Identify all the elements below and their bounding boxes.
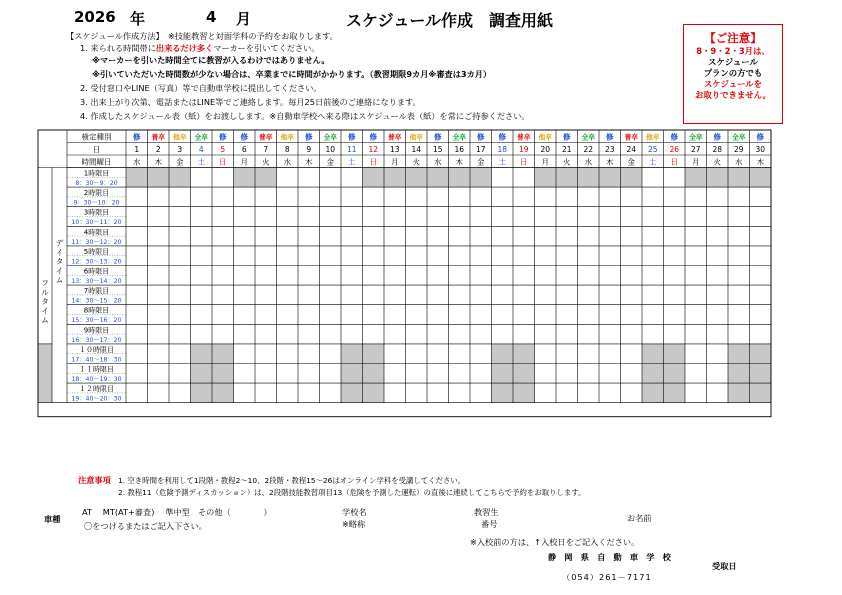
instruction-note-2: ※引いていただいた時間数が少ない場合は、卒業までに時間がかかります。（教習期限9カ月※審査は3カ月） (92, 69, 492, 79)
type-cell: 他卒 (645, 133, 660, 142)
shaded-cell (578, 168, 600, 188)
day-cell: 20 (540, 145, 551, 154)
weekday-cell: 金 (326, 157, 334, 167)
notes-label: 注意事項 (78, 475, 111, 485)
instructions-heading: 【スケジュール作成方法】 ※技能教習と対面学科の予約をお取りします。 (66, 31, 338, 41)
caution-line-1: 8・9・2・3月は、 (696, 46, 770, 56)
type-cell: 修 (477, 132, 485, 142)
weekday-cell: 土 (348, 157, 356, 167)
type-cell: 修 (219, 132, 227, 142)
period-name: 6時限目 (83, 267, 110, 276)
period-time: 11：30～12：20 (71, 238, 122, 246)
day-cell: 2 (155, 145, 161, 154)
weekday-cell: 火 (563, 157, 571, 167)
day-cell: 26 (669, 145, 680, 154)
month: 4 (206, 8, 217, 26)
notes-line-2: 2. 教程11（危険予測ディスカッション）は、2段階技能教習項目13（危険を予測した運転）の直後に連続してこちらで予約をお取りします。 (118, 488, 586, 497)
day-time-label: デ (55, 238, 64, 248)
period-name: 1時限目 (83, 169, 110, 178)
period-time: 14：30～15：20 (71, 297, 122, 305)
day-cell: 13 (389, 145, 400, 154)
period-name: 3時限目 (83, 208, 110, 217)
weekday-cell: 日 (670, 157, 678, 167)
day-cell: 21 (561, 145, 572, 154)
shaded-cell (449, 168, 471, 188)
day-cell: 5 (220, 145, 226, 154)
instruction-2: 2. 受付窓口やLINE（写真）等で自動車学校に提出してください。 (80, 83, 322, 93)
day-cell: 14 (411, 145, 422, 154)
shaded-cell (341, 344, 363, 403)
type-cell: 修 (606, 132, 614, 142)
shaded-cell (169, 168, 191, 188)
weekday-cell: 月 (240, 157, 248, 167)
day-cell: 1 (134, 145, 140, 154)
school-sub-label: ※略称 (342, 519, 366, 529)
type-cell: 普卒 (624, 133, 639, 142)
type-cell: 修 (240, 132, 248, 142)
shaded-cell (750, 168, 772, 188)
name-label: お名前 (627, 513, 652, 523)
shaded-cell (148, 168, 170, 188)
type-cell: 普卒 (258, 133, 273, 142)
shaded-cell (556, 168, 578, 188)
day-cell: 12 (368, 145, 379, 154)
period-time: 10：30～11：20 (71, 219, 122, 227)
period-time: 12：30～13：20 (71, 258, 122, 266)
period-name: 2時限目 (83, 189, 110, 198)
day-time-label: ム (55, 275, 64, 285)
weekday-cell: 月 (541, 157, 549, 167)
weekday-cell: 火 (262, 157, 270, 167)
weekday-cell: 木 (154, 157, 162, 167)
period-time: 8：30～9：20 (75, 180, 118, 187)
shaded-cell (707, 168, 729, 188)
shaded-cell (513, 344, 535, 403)
type-cell: 他卒 (280, 133, 295, 142)
type-cell: 他卒 (172, 133, 187, 142)
type-cell: 修 (434, 132, 442, 142)
period-name: １０時限目 (79, 345, 114, 354)
phone-number: （054）261－7171 (562, 572, 652, 582)
period-time: 15：30～16：20 (71, 317, 122, 325)
day-cell: 18 (497, 145, 508, 154)
weekday-cell: 月 (391, 157, 399, 167)
type-cell: 全卒 (581, 133, 596, 142)
day-cell: 22 (583, 145, 594, 154)
shaded-cell (406, 168, 428, 188)
instruction-3: 3. 出来上がり次第、電話またはLINE等でご連絡します。毎月25日前後のご連絡になります。 (80, 97, 421, 107)
shaded-cell (212, 344, 234, 403)
weekday-cell: 金 (627, 157, 635, 167)
type-cell: 修 (348, 132, 356, 142)
weekday-cell: 水 (283, 157, 291, 167)
full-time-label: ル (41, 287, 49, 297)
day-cell: 16 (454, 145, 465, 154)
full-time-label: イ (41, 306, 49, 316)
day-cell: 9 (306, 145, 312, 154)
school-label: 学校名 (342, 507, 367, 517)
type-cell: 全卒 (323, 133, 338, 142)
type-cell: 普卒 (151, 133, 166, 142)
shaded-cell (621, 168, 643, 188)
caution-line-2: スケジュール (708, 57, 758, 67)
instruction-note-1: ※マーカーを引いた時間全てに教習が入るわけではありません。 (92, 55, 330, 65)
day-cell: 3 (177, 145, 183, 154)
day-cell: 25 (647, 145, 658, 154)
shaded-cell (728, 344, 750, 403)
weekday-cell: 日 (520, 157, 528, 167)
caution-line-4: スケジュールを (703, 79, 763, 89)
weekday-cell: 火 (412, 157, 420, 167)
type-cell: 全卒 (194, 133, 209, 142)
student-number-label: 教習生 (474, 507, 499, 517)
day-cell: 30 (755, 145, 766, 154)
student-number-field[interactable] (511, 502, 621, 534)
shaded-cell (363, 344, 385, 403)
type-cell: 全卒 (731, 133, 746, 142)
day-cell: 7 (263, 145, 269, 154)
day-time-label: タ (55, 257, 64, 267)
entry-date-note: ※入校前の方は、↑入校日をご記入ください。 (470, 537, 640, 547)
day-cell: 4 (198, 145, 204, 154)
day-row-label: 日 (92, 145, 101, 154)
caution-line-5: お取りできません。 (695, 90, 771, 100)
weekday-cell: 水 (133, 157, 141, 167)
period-time: 19：40～20：30 (71, 395, 122, 403)
weekday-cell: 木 (606, 157, 614, 167)
type-cell: 修 (670, 132, 678, 142)
day-cell: 27 (690, 145, 701, 154)
day-cell: 17 (475, 145, 486, 154)
period-time: 16：30～17：20 (71, 336, 122, 344)
day-cell: 11 (346, 145, 357, 154)
shaded-cell (750, 344, 772, 403)
type-cell: 修 (305, 132, 313, 142)
period-name: １１時限目 (79, 365, 114, 374)
weekday-cell: 水 (735, 157, 743, 167)
shaded-cell (384, 168, 406, 188)
received-date-label: 受取日 (712, 561, 737, 571)
shaded-cell (470, 168, 492, 188)
shaded-cell (255, 168, 277, 188)
school-name-field[interactable] (382, 502, 466, 534)
day-cell: 6 (241, 145, 247, 154)
weekday-row-label: 時間曜日 (81, 157, 112, 167)
weekday-cell: 土 (649, 157, 657, 167)
car-type-instruction: 〇をつけるまたはご記入下さい。 (84, 521, 207, 531)
school-name: 静 岡 県 自 動 車 学 校 (548, 552, 671, 562)
shaded-cell (685, 168, 707, 188)
day-cell: 8 (284, 145, 290, 154)
full-time-label: タ (41, 297, 49, 307)
weekday-cell: 日 (219, 157, 227, 167)
car-type-label: 車種 (44, 514, 61, 524)
shaded-cell (126, 168, 148, 188)
weekday-cell: 水 (434, 157, 442, 167)
day-cell: 19 (518, 145, 529, 154)
weekday-cell: 木 (756, 157, 764, 167)
full-time-label: フ (41, 278, 49, 288)
type-cell: 全卒 (688, 133, 703, 142)
period-name: 4時限目 (83, 228, 110, 237)
type-cell: 普卒 (516, 133, 531, 142)
shaded-cell (728, 168, 750, 188)
month-unit: 月 (236, 10, 252, 28)
shaded-cell (599, 168, 621, 188)
shaded-cell (535, 168, 557, 188)
period-time: 18：40～19：30 (71, 376, 122, 383)
shaded-cell (234, 168, 256, 188)
weekday-cell: 火 (713, 157, 721, 167)
day-time-label: イ (55, 266, 64, 276)
year: 2026 (74, 8, 116, 26)
shaded-cell (664, 344, 686, 403)
weekday-cell: 金 (477, 157, 485, 167)
shaded-band (38, 344, 52, 403)
type-cell: 普卒 (387, 133, 402, 142)
full-time-label: ム (41, 315, 49, 325)
type-cell: 他卒 (409, 133, 424, 142)
shaded-cell (427, 168, 449, 188)
instruction-4: 4. 作成したスケジュール表（紙）をお渡しします。※自動車学校へ来る際はスケジュール表（紙）を常にご持参ください。 (80, 111, 530, 121)
year-unit: 年 (130, 10, 146, 28)
shaded-cell (363, 168, 385, 188)
day-cell: 15 (432, 145, 443, 154)
type-cell: 修 (756, 132, 764, 142)
page-title: スケジュール作成 調査用紙 (346, 11, 554, 30)
weekday-cell: 水 (584, 157, 592, 167)
type-cell: 全卒 (452, 133, 467, 142)
type-cell: 修 (369, 132, 377, 142)
type-cell: 修 (498, 132, 506, 142)
day-cell: 23 (604, 145, 615, 154)
car-type-options[interactable]: AT MT(AT+審査) 準中型 その他（ ） (82, 507, 272, 517)
student-number-sub-label: 番号 (481, 519, 498, 529)
day-cell: 29 (733, 145, 744, 154)
period-name: １２時限目 (79, 385, 114, 394)
type-cell: 他卒 (538, 133, 553, 142)
day-cell: 28 (712, 145, 723, 154)
weekday-cell: 金 (176, 157, 184, 167)
caution-line-3: プランの方でも (703, 68, 763, 78)
shaded-cell (191, 344, 213, 403)
type-row-label: 検定種別 (81, 132, 112, 142)
day-time-label: イ (55, 247, 64, 257)
weekday-cell: 木 (455, 157, 463, 167)
name-field[interactable] (660, 502, 768, 534)
weekday-cell: 土 (498, 157, 506, 167)
day-cell: 10 (325, 145, 336, 154)
period-name: 9時限目 (83, 326, 110, 335)
instruction-1: 1. 来られる時間帯に出来るだけ多くマーカーを引いてください。 (80, 43, 320, 53)
weekday-cell: 月 (692, 157, 700, 167)
caution-heading: 【ご注意】 (704, 31, 762, 45)
shaded-cell (492, 344, 514, 403)
weekday-cell: 日 (369, 157, 377, 167)
period-time: 17：40～18：30 (71, 356, 122, 364)
period-name: 7時限目 (83, 287, 110, 296)
type-cell: 修 (713, 132, 721, 142)
received-date-field[interactable] (748, 548, 768, 584)
period-name: 8時限目 (83, 306, 110, 315)
notes-line-1: 1. 空き時間を利用して1段階・教程2～10、2段階・教程15～26はオンライン学科を受講してください。 (118, 476, 466, 485)
type-cell: 修 (563, 132, 571, 142)
day-cell: 24 (626, 145, 637, 154)
period-name: 5時限目 (83, 247, 110, 256)
shaded-cell (642, 344, 664, 403)
weekday-cell: 土 (197, 157, 205, 167)
type-cell: 修 (133, 132, 141, 142)
weekday-cell: 木 (305, 157, 313, 167)
period-time: 13：30～14：20 (71, 278, 122, 285)
period-time: 9：30～10：20 (73, 199, 120, 207)
